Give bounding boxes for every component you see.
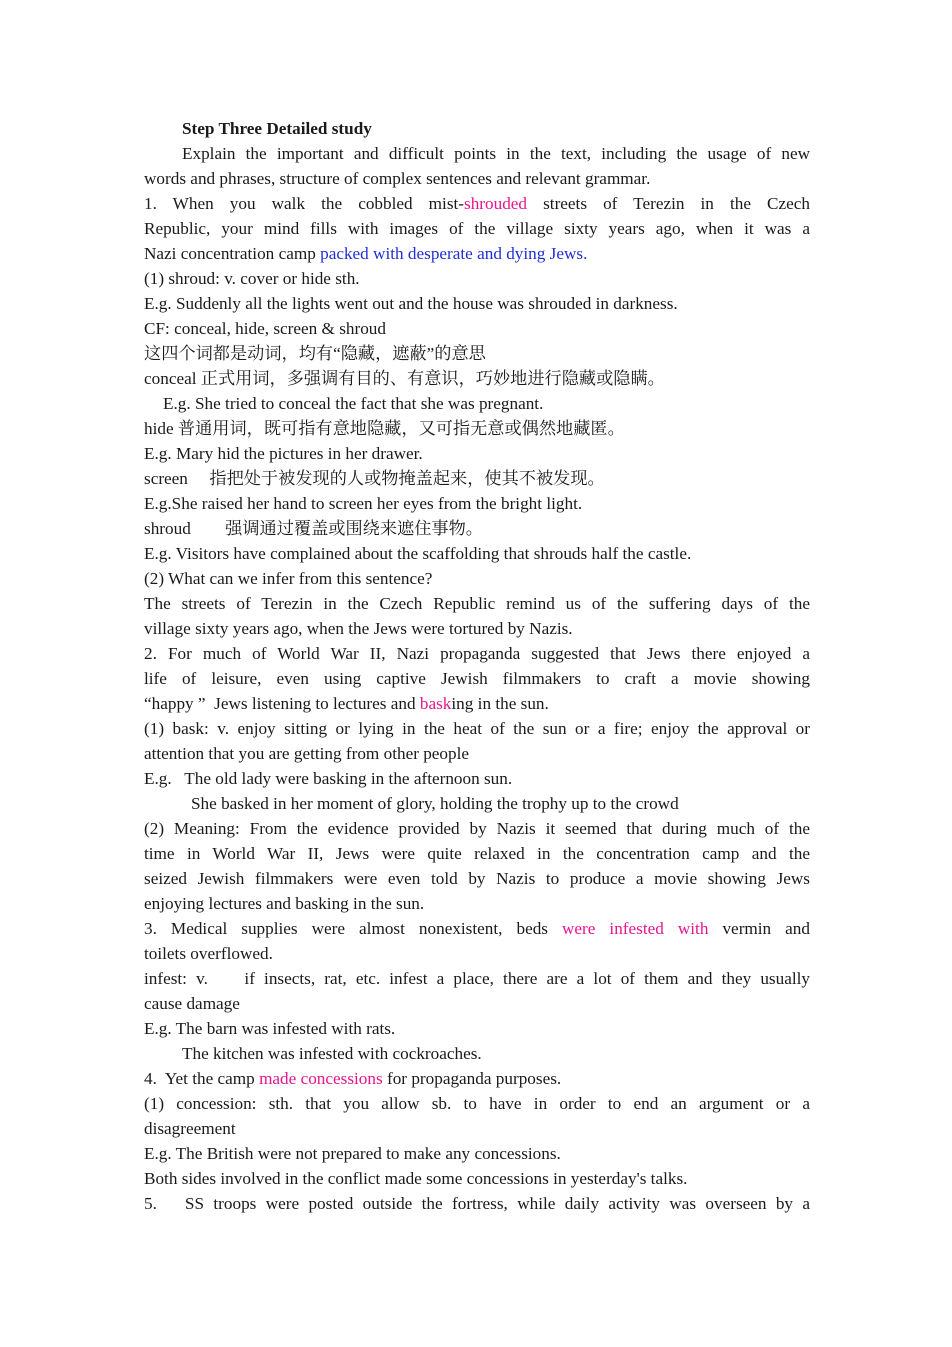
highlight-bask: bask — [419, 694, 452, 713]
s1-compare: CF: conceal, hide, screen & shroud — [144, 319, 386, 338]
s4-example-2: Both sides involved in the conflict made some concessions in yesterday's talks. — [144, 1169, 688, 1188]
s2-meaning-4: enjoying lectures and basking in the sun. — [144, 894, 425, 913]
conceal-example: E.g. She tried to conceal the fact that she was pregnant. — [163, 394, 544, 413]
s3-example-1: E.g. The barn was infested with rats. — [144, 1019, 396, 1038]
s1-question: (2) What can we infer from this sentence? — [144, 569, 433, 588]
s1-line-2: Republic, your mind fills with images of the village sixty years ago, when it was a — [144, 219, 810, 238]
s2-example-2: She basked in her moment of glory, holding the trophy up to the crowd — [191, 794, 679, 813]
s3-text: 3. Medical supplies were almost nonexistent, beds — [144, 919, 563, 938]
highlight-concessions: made concessions — [259, 1069, 383, 1088]
s1-example: E.g. Suddenly all the lights went out and the house was shrouded in darkness. — [144, 294, 678, 313]
s2-line-2: life of leisure, even using captive Jewish filmmakers to craft a movie showing — [144, 669, 810, 688]
intro-line-2: words and phrases, structure of complex sentences and relevant grammar. — [144, 169, 651, 188]
hide-example: E.g. Mary hid the pictures in her drawer. — [144, 444, 423, 463]
hide-note: hide 普通用词，既可指有意地隐藏，又可指无意或偶然地藏匿。 — [144, 419, 625, 438]
s2-line-3 — [144, 691, 810, 716]
shroud-example: E.g. Visitors have complained about the scaffolding that shrouds half the castle. — [144, 544, 692, 563]
s2-text: “happy ” Jews listening to lectures and — [144, 694, 420, 713]
s4-example-1: E.g. The British were not prepared to make any concessions. — [144, 1144, 561, 1163]
s1-line-1 — [144, 191, 810, 216]
screen-note: screen 指把处于被发现的人或物掩盖起来，使其不被发现。 — [144, 469, 605, 488]
s4-definition-1: (1) concession: sth. that you allow sb. to have in order to end an argument or a — [144, 1094, 810, 1113]
s2-meaning-2: time in World War II, Jews were quite relaxed in the concentration camp and the — [144, 844, 810, 863]
s1-answer-2: village sixty years ago, when the Jews were tortured by Nazis. — [144, 619, 573, 638]
s4-text: 4. Yet the camp — [144, 1069, 260, 1088]
s3-line-2: toilets overflowed. — [144, 944, 273, 963]
s2-meaning-3: seized Jewish filmmakers were even told by Nazis to produce a movie showing Jews — [144, 869, 810, 888]
s2-line-1: 2. For much of World War II, Nazi propaganda suggested that Jews there enjoyed a — [144, 644, 810, 663]
s5-line-1: 5. SS troops were posted outside the fortress, while daily activity was overseen by a — [144, 1194, 810, 1213]
s1-answer-1: The streets of Terezin in the Czech Republic remind us of the suffering days of the — [144, 594, 810, 613]
s4-definition-2: disagreement — [144, 1119, 236, 1138]
section-heading: Step Three Detailed study — [182, 119, 372, 138]
s1-definition: (1) shroud: v. cover or hide sth. — [144, 269, 360, 288]
s4-line-1 — [144, 1066, 810, 1091]
s4-text: for propaganda purposes. — [382, 1069, 562, 1088]
s2-meaning-1: (2) Meaning: From the evidence provided by Nazis it seemed that during much of the — [144, 819, 810, 838]
s2-definition-1: (1) bask: v. enjoy sitting or lying in the heat of the sun or a fire; enjoy the approval or — [144, 719, 810, 738]
s3-definition-2: cause damage — [144, 994, 240, 1013]
s2-example-1: E.g. The old lady were basking in the afternoon sun. — [144, 769, 513, 788]
s2-text: ing in the sun. — [451, 694, 549, 713]
highlight-infested: were infested with — [562, 919, 709, 938]
screen-example: E.g.She raised her hand to screen her eyes from the bright light. — [144, 494, 583, 513]
s1-line-3 — [144, 241, 810, 266]
s1-text: 1. When you walk the cobbled mist- — [144, 194, 465, 213]
s3-definition-1: infest: v. if insects, rat, etc. infest a place, there are a lot of them and they usually — [144, 969, 810, 988]
highlight-packed-with: packed with desperate and dying Jews. — [320, 244, 588, 263]
s1-text: Nazi concentration camp — [144, 244, 321, 263]
s3-line-1 — [144, 916, 810, 941]
conceal-note: conceal 正式用词，多强调有目的、有意识，巧妙地进行隐藏或隐瞒。 — [144, 369, 665, 388]
s1-text: streets of Terezin in the Czech — [527, 194, 810, 213]
s2-definition-2: attention that you are getting from other people — [144, 744, 470, 763]
shroud-note: shroud 强调通过覆盖或围绕来遮住事物。 — [144, 519, 483, 538]
s3-text: vermin and — [708, 919, 810, 938]
highlight-shrouded: shrouded — [464, 194, 528, 213]
s1-chinese-note: 这四个词都是动词，均有“隐藏，遮蔽”的意思 — [144, 344, 486, 363]
intro-line-1: Explain the important and difficult points in the text, including the usage of new — [182, 144, 810, 163]
s3-example-2: The kitchen was infested with cockroaches. — [182, 1044, 482, 1063]
